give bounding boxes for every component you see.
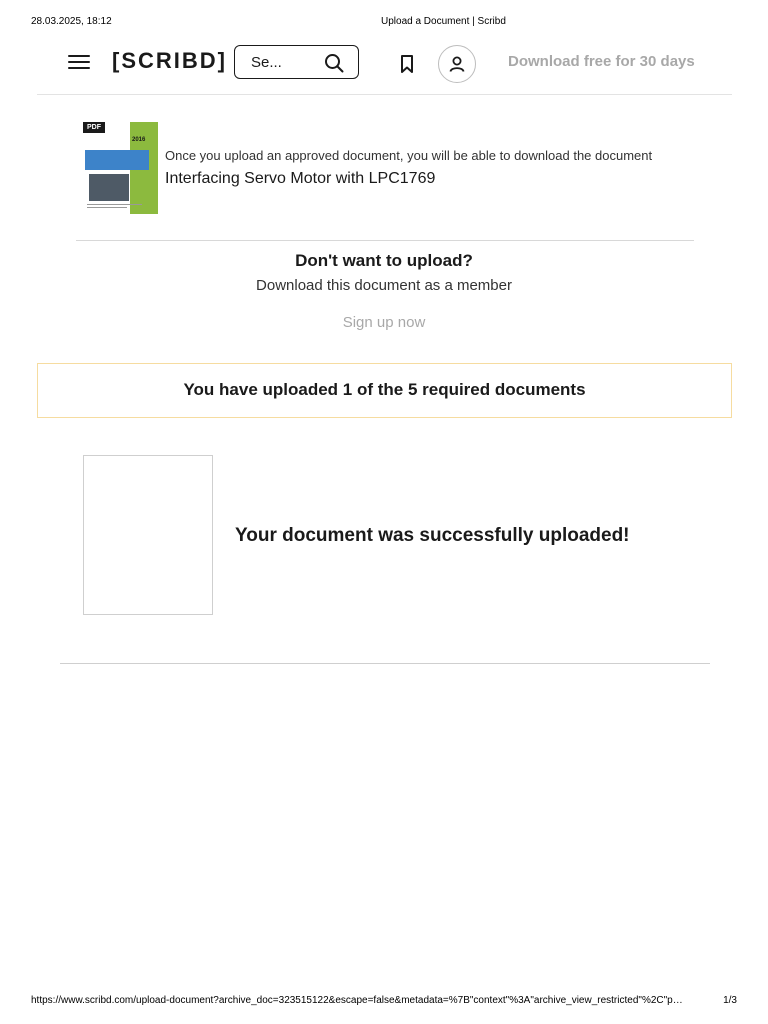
print-page-number: 1/3 (723, 995, 737, 1006)
print-url: https://www.scribd.com/upload-document?archive_doc=323515122&escape=false&metadata=%7B"context"%3A"archive_view_restricted"%2C"p… (31, 995, 683, 1006)
thumbnail-year: 2016 (132, 137, 146, 143)
upsell-subheading: Download this document as a member (256, 277, 512, 294)
search-icon[interactable] (324, 53, 344, 73)
top-navigation-bar (37, 38, 732, 95)
upload-hint-text: Once you upload an approved document, you will be able to download the document (165, 148, 653, 163)
divider (60, 663, 710, 664)
document-thumbnail[interactable] (83, 122, 158, 214)
print-footer (31, 995, 737, 1009)
user-account-button[interactable] (438, 45, 476, 83)
print-header (31, 16, 737, 30)
search-box[interactable] (234, 45, 359, 79)
menu-icon[interactable] (68, 55, 90, 73)
uploaded-document-card (83, 455, 213, 615)
scribd-logo[interactable]: [SCRIBD] (112, 48, 227, 73)
upload-success-message: Your document was successfully uploaded! (235, 525, 630, 546)
sign-up-link[interactable]: Sign up now (342, 314, 426, 331)
divider (76, 240, 694, 241)
user-icon (448, 55, 466, 73)
upload-progress-text: You have uploaded 1 of the 5 required documents (183, 380, 586, 399)
upsell-heading: Don't want to upload? (295, 251, 473, 270)
document-title: Interfacing Servo Motor with LPC1769 (165, 170, 436, 187)
bookmark-icon[interactable] (399, 55, 415, 73)
download-free-trial-link[interactable]: Download free for 30 days (508, 53, 695, 70)
print-page-title: Upload a Document | Scribd (381, 16, 506, 27)
search-input[interactable]: Se... (251, 54, 282, 71)
upload-progress-banner (37, 363, 732, 418)
pdf-badge: PDF (83, 122, 105, 133)
print-date: 28.03.2025, 18:12 (31, 16, 112, 27)
document-summary (83, 122, 703, 214)
